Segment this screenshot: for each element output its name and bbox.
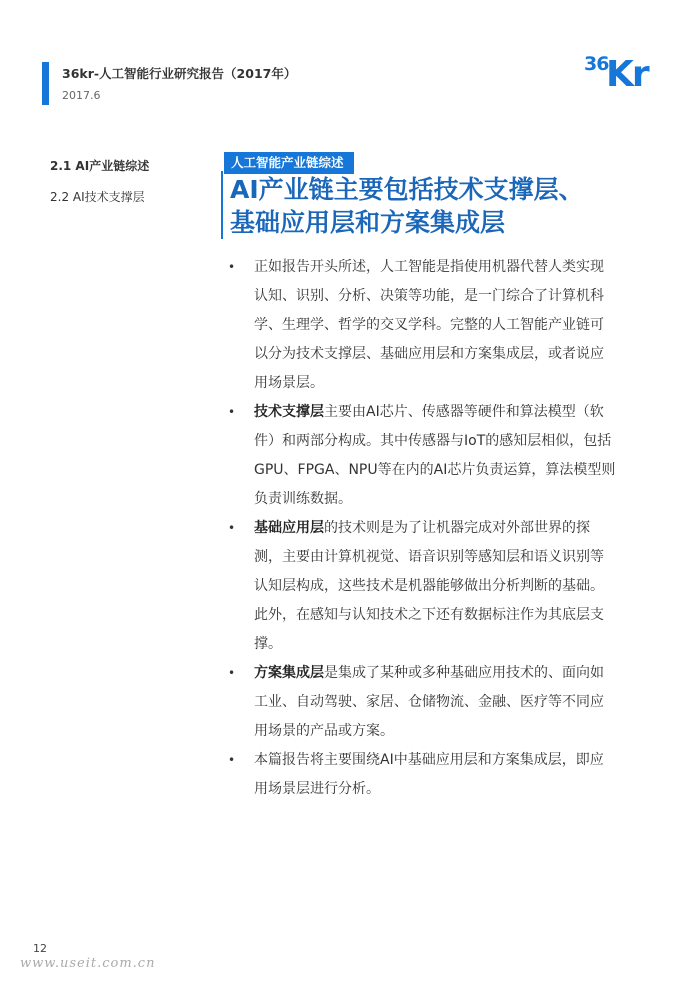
bullet-text: 是集成了某种或多种基础应用技术的、面向如工业、自动驾驶、家居、仓储物流、金融、医疗等不同应用场景的产品或方案。 <box>254 665 604 739</box>
bullet-list <box>226 253 616 804</box>
bullet-item <box>226 746 616 804</box>
bullet-term: 基础应用层 <box>254 520 324 536</box>
bullet-text: 正如报告开头所述，人工智能是指使用机器代替人类实现认知、识别、分析、决策等功能，是一门综合了计算机科学、生理学、哲学的交叉学科。完整的人工智能产业链可以分为技术支撑层、基础应用层和方案集成层，或者说应用场景层。 <box>254 259 604 391</box>
header-accent-bar <box>42 62 49 105</box>
toc-item-2-2[interactable]: 2.2 AI技术支撑层 <box>50 190 145 204</box>
bullet-dot: • <box>228 753 236 767</box>
bullet-term: 技术支撑层 <box>254 404 324 420</box>
bullet-text: 主要由AI芯片、传感器等硬件和算法模型（软件）和两部分构成。其中传感器与IoT的感知层相似，包括GPU、FPGA、NPU等在内的AI芯片负责运算，算法模型则负责训练数据。 <box>254 404 616 507</box>
bullet-text: 的技术则是为了让机器完成对外部世界的探测，主要由计算机视觉、语音识别等感知层和语义识别等认知层构成，这些技术是机器能够做出分析判断的基础。此外，在感知与认知技术之下还有数据标注作为其底层支撑。 <box>254 520 604 652</box>
logo-letters: Kr <box>606 54 648 95</box>
table-of-contents <box>50 157 149 219</box>
bullet-item <box>226 659 616 746</box>
bullet-term: 方案集成层 <box>254 665 324 681</box>
bullet-item <box>226 398 616 514</box>
page-number: 12 <box>33 942 47 955</box>
headline-line-1: AI产业链主要包括技术支撑层、 <box>230 175 584 204</box>
bullet-dot: • <box>228 260 236 274</box>
headline-line-2: 基础应用层和方案集成层 <box>230 208 506 237</box>
report-date: 2017.6 <box>62 89 101 102</box>
headline-divider <box>221 171 223 239</box>
report-title: 36kr-人工智能行业研究报告（2017年） <box>62 66 297 81</box>
bullet-dot: • <box>228 666 236 680</box>
logo-number: 36 <box>584 53 609 75</box>
bullet-dot: • <box>228 521 236 535</box>
bullet-dot: • <box>228 405 236 419</box>
bullet-item <box>226 514 616 659</box>
page-headline <box>230 173 630 239</box>
bullet-text: 本篇报告将主要围绕AI中基础应用层和方案集成层，即应用场景层进行分析。 <box>254 752 604 797</box>
toc-item-2-1[interactable]: 2.1 AI产业链综述 <box>50 159 150 173</box>
36kr-logo <box>584 53 656 97</box>
section-tag: 人工智能产业链综述 <box>224 152 354 174</box>
watermark: www.useit.com.cn <box>20 956 156 971</box>
bullet-item <box>226 253 616 398</box>
